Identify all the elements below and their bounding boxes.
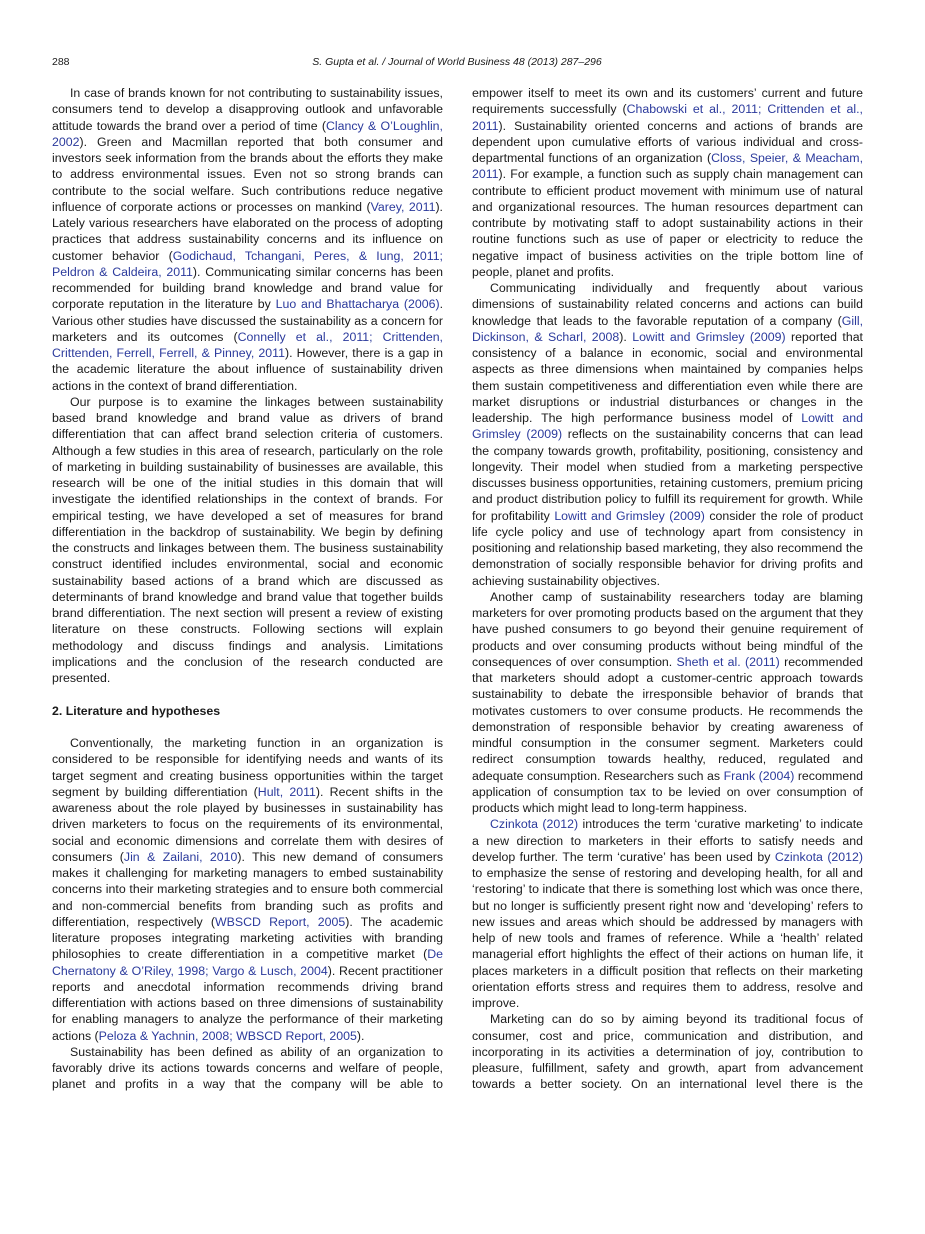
paragraph-text: ). This new demand of consumers makes it challenging for marketing managers to embed sustainability concerns into their marketing strategies and to ensure both commercial and non-commercial benefits from branding such as profits and differentiation, respectively (	[52, 849, 443, 929]
paragraph-text: ). For example, a function such as supply chain management can contribute to efficient product movement with minimum use of natural and organizational resources. The human resources department can contribute by motivating staff to adopt sustainability actions in their routine functions such as use of paper or electricity to reduce the negative impact of business activities on the triple bottom line of people, planet and profits.	[472, 167, 863, 279]
body-paragraph	[52, 735, 443, 1044]
citation-link[interactable]: Sheth et al. (2011)	[676, 654, 780, 669]
citation-link[interactable]: Jin & Zailani, 2010	[123, 849, 238, 864]
paragraph-text: Another camp of sustainability researchers today are blaming marketers for over promoting products based on the argument that they have pushed consumers to go beyond their genuine requirement of products and over consuming products without being mindful of the consequences of over consumption.	[472, 589, 863, 669]
paragraph-text: recommended that marketers should adopt a customer-centric approach towards sustainability to debate the irresponsible behavior of brands that motivates customers to over consume products. He recommends the demonstration of responsible behavior by creating awareness of mindful consumption in the consumer segment. Marketers could redirect consumption towards healthy, reduced, regulated and adequate consumption. Researchers such as	[472, 654, 863, 783]
citation-link[interactable]: Clancy & O’Loughlin, 2002	[52, 118, 443, 149]
citation-link[interactable]: Luo and Bhattacharya (2006)	[275, 297, 440, 312]
paragraph-text: ).	[619, 329, 633, 344]
paragraph-text: ). However, there is a gap in the academic literature the about influence of sustainability driven actions in the context of brand differentiation.	[52, 346, 443, 393]
citation-link[interactable]: Lowitt and Grimsley (2009)	[472, 411, 863, 442]
column-left	[52, 85, 443, 1093]
paragraph-text: reported that consistency of a balance in economic, social and environmental aspects as three dimensions when maintained by companies helps them sustain competitiveness and differentiation even while there are market disruptions or industrial disturbances or changes in the leadership. The high performance business model of	[472, 329, 863, 425]
body-paragraph	[52, 1044, 443, 1093]
paragraph-text: ). Green and Macmillan reported that both consumer and investors seek information from the brands about the efforts they make to address environmental issues. Even not so strong brands can contribute to the social welfare. Such contributions reduce negative influence of corporate actions or processes on mankind (	[52, 134, 443, 214]
body-paragraph	[472, 589, 863, 817]
body-paragraph	[472, 816, 863, 1011]
paragraph-text: introduces the term ‘curative marketing’ to indicate a new direction to marketers in their efforts to satisfy needs and develop further. The term ‘curative’ has been used by	[472, 817, 863, 864]
column-right	[472, 85, 863, 1093]
citation-link[interactable]: Chabowski et al., 2011; Crittenden et al., 2011	[472, 102, 863, 133]
citation-link[interactable]: Closs, Speier, & Meacham, 2011	[472, 151, 863, 182]
paragraph-text: ). Sustainability oriented concerns and actions of brands are dependent upon cumulative efforts of various individual and cross-departmental functions of an organization (	[472, 118, 863, 165]
body-paragraph	[472, 1011, 863, 1092]
running-header	[52, 56, 862, 70]
paragraph-text: Marketing can do so by aiming beyond its traditional focus of consumer, cost and price, communication and distribution, and incorporating in its activities a determination of joy, contribution to pleasure, fulfillment, safety and growth, apart from advancement towards a better society. On an international level there is the	[472, 1012, 863, 1092]
body-paragraph	[52, 394, 443, 687]
paragraph-text: ). Recent practitioner reports and anecdotal information recommends driving brand differentiation with actions based on three dimensions of sustainability for enabling managers to analyze the performance of their marketing actions (	[52, 963, 443, 1043]
page-number: 288	[52, 56, 70, 68]
body-paragraph	[472, 280, 863, 589]
paragraph-text: Our purpose is to examine the linkages between sustainability based brand knowledge and brand value as drivers of brand differentiation that can affect brand selection criteria of customers. Although a few studies in this area of research, particularly on the role of marketing in building sustainability of businesses are available, this research will be one of the initial studies in this domain that will investigate the identified relationships in the context of brands. For empirical testing, we have developed a set of measures for brand differentiation in the backdrop of sustainability. We begin by defining the constructs and linkages between them. The business sustainability construct identified includes environmental, social and economic sustainability based actions of a brand which are discussed as determinants of brand knowledge and brand value that together builds brand differentiation. The next section will present a review of existing literature on these constructs. Following sections will explain methodology and discuss findings and analysis. Limitations implications and the conclusion of the research conducted are presented.	[52, 394, 443, 685]
paragraph-text: consider the role of product life cycle policy and use of technology apart from consistency in positioning and relationship based marketing, they also recommend the demonstration of socially responsible behavior for driving profits and achieving sustainability objectives.	[472, 508, 864, 588]
paragraph-text: recommend application of consumption tax to be levied on over consumption of products which might lead to long-term happiness.	[472, 768, 863, 815]
paragraph-text: ). The academic literature proposes integrating marketing activities with branding philosophies to create differentiation in a competitive market (	[52, 914, 443, 962]
paragraphs-group	[52, 735, 443, 1093]
running-head: S. Gupta et al. / Journal of World Business 48 (2013) 287–296	[312, 56, 602, 68]
citation-link[interactable]: De Chernatony & O’Riley, 1998; Vargo & Lusch, 2004	[52, 947, 443, 978]
citation-link[interactable]: Peloza & Yachnin, 2008; WBSCD Report, 2005	[98, 1028, 357, 1043]
body-paragraph	[472, 85, 863, 280]
citation-link[interactable]: Varey, 2011	[370, 199, 436, 214]
citation-link[interactable]: WBSCD Report, 2005	[214, 914, 346, 929]
paragraph-text: reflects on the sustainability concerns that can lead the company towards growth, profitability, positioning, consistency and longevity. Their model when studied from a marketing perspective discusses business opportunities, retaining customers, premium pricing and product distribution policy to fulfill its requirement for growth. While for profitability	[472, 427, 863, 523]
paragraphs-group	[472, 85, 863, 1093]
citation-link[interactable]: Lowitt and Grimsley (2009)	[632, 329, 786, 344]
citation-link[interactable]: Czinkota (2012)	[490, 817, 579, 832]
citation-link[interactable]: Hult, 2011	[257, 784, 316, 799]
paragraph-text: Conventionally, the marketing function in an organization is considered to be responsible for identifying needs and wants of its target segment and creating business opportunities within the target segment by building differentiation (	[52, 736, 443, 799]
section-heading: 2. Literature and hypotheses	[52, 703, 221, 718]
paragraph-text: ). Lately various researchers have elaborated on the process of adopting practices that address sustainability concerns and its influence on customer behavior (	[52, 199, 443, 263]
citation-link[interactable]: Godichaud, Tchangani, Peres, & Iung, 2011; Peldron & Caldeira, 2011	[52, 248, 443, 279]
paragraph-text: ).	[356, 1028, 365, 1043]
citation-link[interactable]: Lowitt and Grimsley (2009)	[554, 508, 705, 523]
citation-link[interactable]: Czinkota (2012)	[774, 849, 863, 864]
paragraph-text: . Various other studies have discussed the sustainability as a concern for marketers and its outcomes (	[52, 297, 443, 344]
paragraph-text: ). Recent shifts in the awareness about the role played by businesses in sustainability has driven marketers to focus on the requirements of its environmental, social and economic dimensions and correlate them with desires of consumers (	[52, 784, 443, 864]
citation-link[interactable]: Frank (2004)	[723, 768, 795, 783]
citation-link[interactable]: Gill, Dickinson, & Scharl, 2008	[472, 313, 863, 344]
paragraph-text: Sustainability has been defined as ability of an organization to favorably drive its actions towards concerns and welfare of people, planet and profits in a way that the company will be able to	[52, 1044, 443, 1092]
paragraphs-group	[52, 85, 443, 686]
paragraph-text: Communicating individually and frequently about various dimensions of sustainability related concerns and actions can build knowledge that leads to the favorable reputation of a company (	[472, 281, 863, 328]
paragraph-text: In case of brands known for not contributing to sustainability issues, consumers tend to develop a disapproving outlook and unfavorable attitude towards the brand over a period of time (	[52, 86, 443, 133]
paragraph-text: empower itself to meet its own and its customers’ current and future requirements successfully (	[472, 86, 863, 117]
paragraph-text: ). Communicating similar concerns has been recommended for building brand knowledge and brand value for corporate reputation in the literature by	[52, 264, 443, 312]
paragraph-text: to emphasize the sense of restoring and developing health, for all and ‘restoring’ to indicate that there is something lost which was once there, but no longer is sufficiently present right now and ‘developing’ refers to new issues and areas which should be addressed by managers with help of new tools and frames of reference. While a ‘health’ related managerial effort highlights the effect of their actions on human life, it places marketers in a difficult position that reflects on their marketing orientation efforts stress and requires them to address, resolve and improve.	[472, 866, 863, 1010]
body-paragraph	[52, 85, 443, 394]
citation-link[interactable]: Connelly et al., 2011; Crittenden, Crittenden, Ferrell, Ferrell, & Pinney, 2011	[52, 329, 443, 360]
